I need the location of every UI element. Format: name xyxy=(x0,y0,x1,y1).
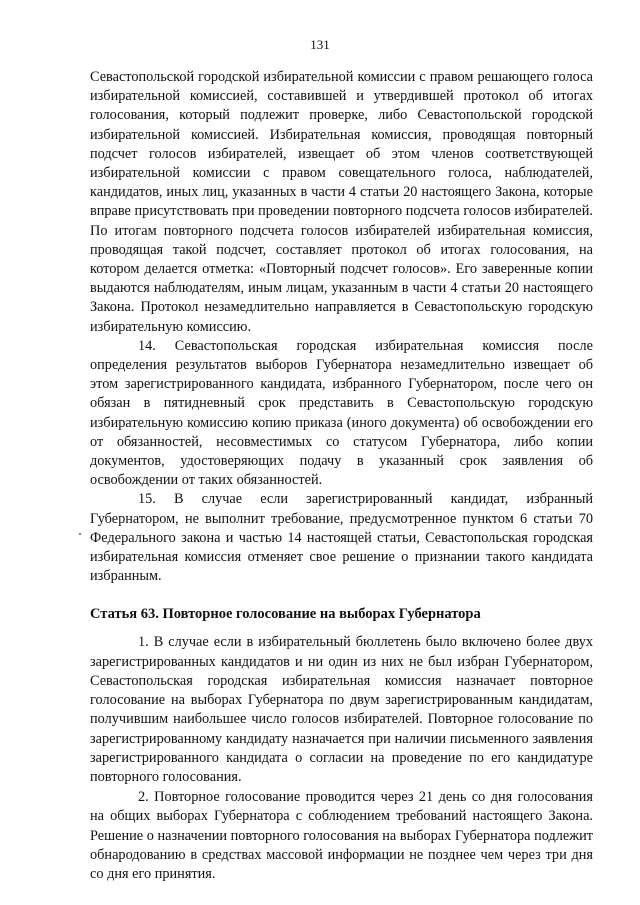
scan-artifact-dot xyxy=(79,533,81,535)
paragraph-continuation: Севастопольской городской избирательной комиссии с правом решающего голоса избирательной комиссией, составившей и утвердившей протокол об итогах голосования, который подлежит проверке, либо Севастопольской городской избирательной комиссией. Избирательная комиссия, проводящая повторный подсчет голосов избирателей, извещает об этом членов соответствующей избирательной комиссии с правом совещательного голоса, наблюдателей, кандидатов, иных лиц, указанных в части 4 статьи 20 настоящего Закона, которые вправе присутствовать при проведении повторного подсчета голосов избирателей. По итогам повторного подсчета голосов избирателей избирательная комиссия, проводящая такой подсчет, составляет протокол об итогах голосования, на котором делается отметка: «Повторный подсчет голосов». Его заверенные копии выдаются наблюдателям, иным лицам, указанным в части 4 статьи 20 настоящего Закона. Протокол незамедлительно направляется в Севастопольскую городскую избирательную комиссию. xyxy=(90,69,593,335)
article-63-paragraph-1: 1. В случае если в избирательный бюллетень было включено более двух зарегистрированных кандидатов и ни один из них не был избран Губернатором, Севастопольская городская избирательная комиссия назначает повторное голосование на выборах Губернатора по двум зарегистрированным кандидатам, получившим наибольшее число голосов избирателей. Повторное голосование по зарегистрированному кандидату назначается при наличии письменного заявления зарегистрированного кандидата о согласии на проведение по его кандидатуре повторного голосования. xyxy=(90,634,593,785)
document-body xyxy=(90,68,593,884)
paragraph-14: 14. Севастопольская городская избирательная комиссия после определения результатов выборов Губернатора незамедлительно извещает об этом зарегистрированного кандидата, избранного Губернатором, после чего он обязан в пятидневный срок представить в Севастопольскую городскую избирательную комиссию копию приказа (иного документа) об освобождении его от обязанностей, несовместимых со статусом Губернатора, либо копии документов, удостоверяющих подачу в указанный срок заявления об освобождении от таких обязанностей. xyxy=(90,337,593,489)
article-63-heading: Статья 63. Повторное голосование на выборах Губернатора xyxy=(90,606,481,623)
page-number: 131 xyxy=(310,37,330,52)
paragraph-15: 15. В случае если зарегистрированный кандидат, избранный Губернатором, не выполнит требование, предусмотренное пунктом 6 статьи 70 Федерального закона и частью 14 настоящей статьи, Севастопольская городская избирательная комиссия отменяет свое решение о признании такого кандидата избранным. xyxy=(90,491,593,585)
article-63-paragraph-2: 2. Повторное голосование проводится через 21 день со дня голосования на общих выборах Губернатора с соблюдением требований настоящего Закона. Решение о назначении повторного голосования на выборах Губернатора подлежит обнародованию в средствах массовой информации не позднее чем через три дня со дня его принятия. xyxy=(90,789,593,882)
